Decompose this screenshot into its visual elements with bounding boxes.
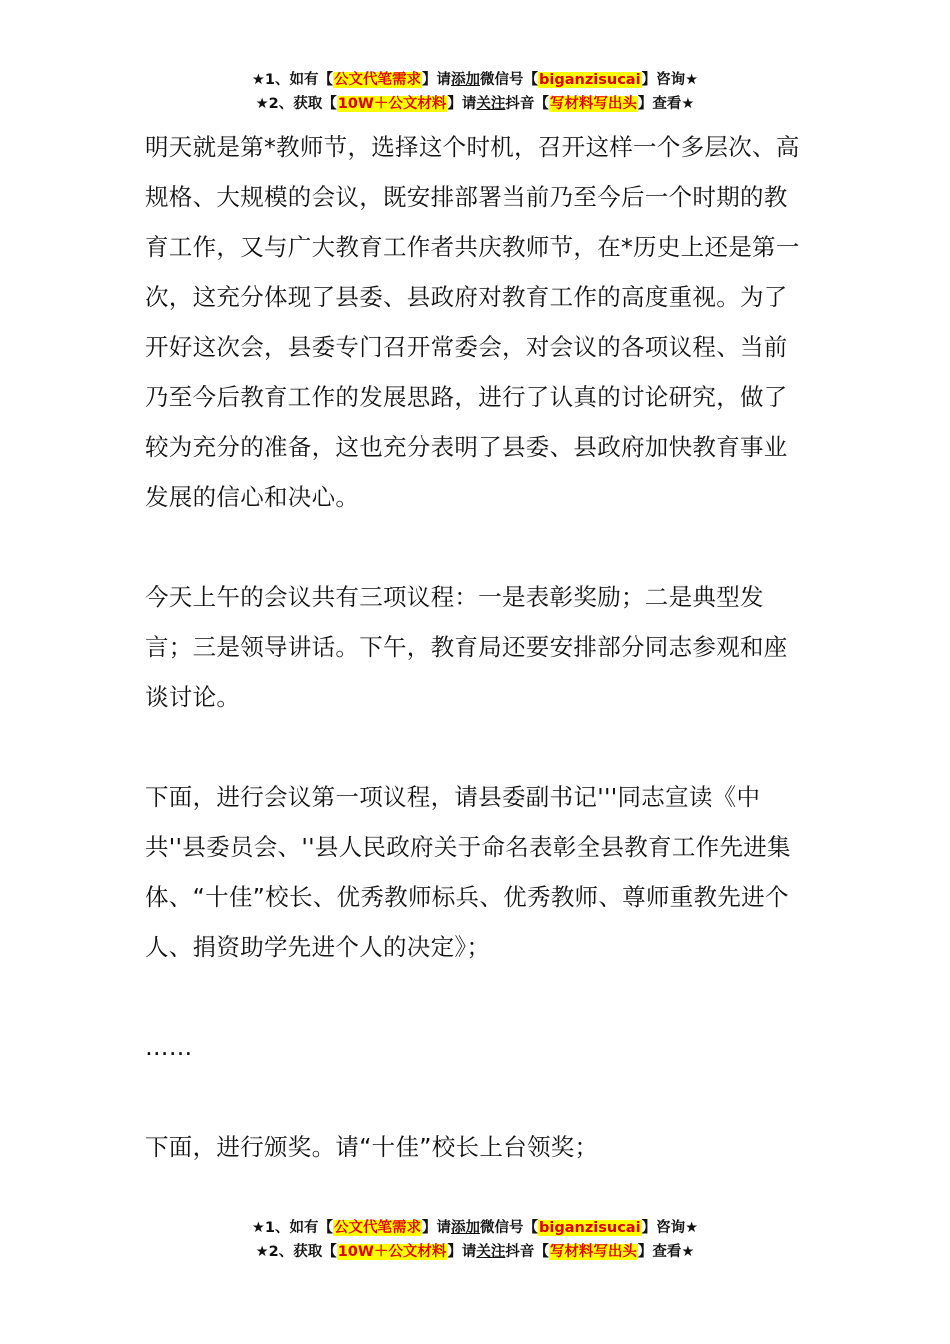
banner-text: 抖音【 xyxy=(505,96,549,112)
header-banner xyxy=(0,68,950,116)
highlight-tag: 写材料写出头 xyxy=(549,96,637,112)
banner-line-1 xyxy=(0,1216,950,1240)
banner-text: 微信号【 xyxy=(480,72,539,88)
banner-line-2 xyxy=(0,92,950,116)
underlined-text: 关注 xyxy=(476,96,506,112)
banner-text: 微信号【 xyxy=(480,1220,539,1236)
banner-text: 】请 xyxy=(422,1220,452,1236)
highlight-tag: 10W＋公文材料 xyxy=(337,96,447,112)
paragraph: 今天上午的会议共有三项议程：一是表彰奖励；二是典型发言；三是领导讲话。下午，教育局还要安排部分同志参观和座谈讨论。 xyxy=(145,583,788,711)
banner-text: 抖音【 xyxy=(505,1244,549,1260)
banner-text: ★2、获取【 xyxy=(255,96,337,112)
highlight-tag: 公文代笔需求 xyxy=(334,72,422,88)
underlined-text: 添加 xyxy=(451,1220,481,1236)
paragraph: 下面，进行会议第一项议程，请县委副书记'''同志宣读《中共''县委员会、''县人民政府关于命名表彰全县教育工作先进集体、“十佳”校长、优秀教师标兵、优秀教师、尊师重教先进个人、捐资助学先进个人的决定》； xyxy=(145,783,791,961)
underlined-text: 关注 xyxy=(476,1244,506,1260)
banner-text: 】查看★ xyxy=(637,1244,695,1260)
paragraph: 明天就是第*教师节，选择这个时机，召开这样一个多层次、高规格、大规模的会议，既安排部署当前乃至今后一个时期的教育工作，又与广大教育工作者共庆教师节，在*历史上还是第一次，这充分体现了县委、县政府对教育工作的高度重视。为了开好这次会，县委专门召开常委会，对会议的各项议程、当前乃至今后教育工作的发展思路，进行了认真的讨论研究，做了较为充分的准备，这也充分表明了县委、县政府加快教育事业发展的信心和决心。 xyxy=(145,133,800,511)
highlight-tag: 写材料写出头 xyxy=(549,1244,637,1260)
footer-banner xyxy=(0,1216,950,1264)
paragraph: …… xyxy=(145,1033,193,1061)
underlined-text: 添加 xyxy=(451,72,481,88)
banner-text: 】请 xyxy=(447,96,477,112)
highlight-tag: 公文代笔需求 xyxy=(334,1220,422,1236)
highlight-tag: biganzisucai xyxy=(539,1220,641,1236)
banner-line-1 xyxy=(0,68,950,92)
banner-text: 】请 xyxy=(447,1244,477,1260)
banner-text: 】查看★ xyxy=(637,96,695,112)
banner-text: 】请 xyxy=(422,72,452,88)
highlight-tag: 10W＋公文材料 xyxy=(337,1244,447,1260)
banner-line-2 xyxy=(0,1240,950,1264)
banner-text: 】咨询★ xyxy=(641,1220,699,1236)
highlight-tag: biganzisucai xyxy=(539,72,641,88)
banner-text: ★1、如有【 xyxy=(251,1220,334,1236)
banner-text: ★2、获取【 xyxy=(255,1244,337,1260)
paragraph: 下面，进行颁奖。请“十佳”校长上台领奖； xyxy=(145,1133,599,1161)
banner-text: ★1、如有【 xyxy=(251,72,334,88)
banner-text: 】咨询★ xyxy=(641,72,699,88)
document-body xyxy=(145,122,810,1172)
